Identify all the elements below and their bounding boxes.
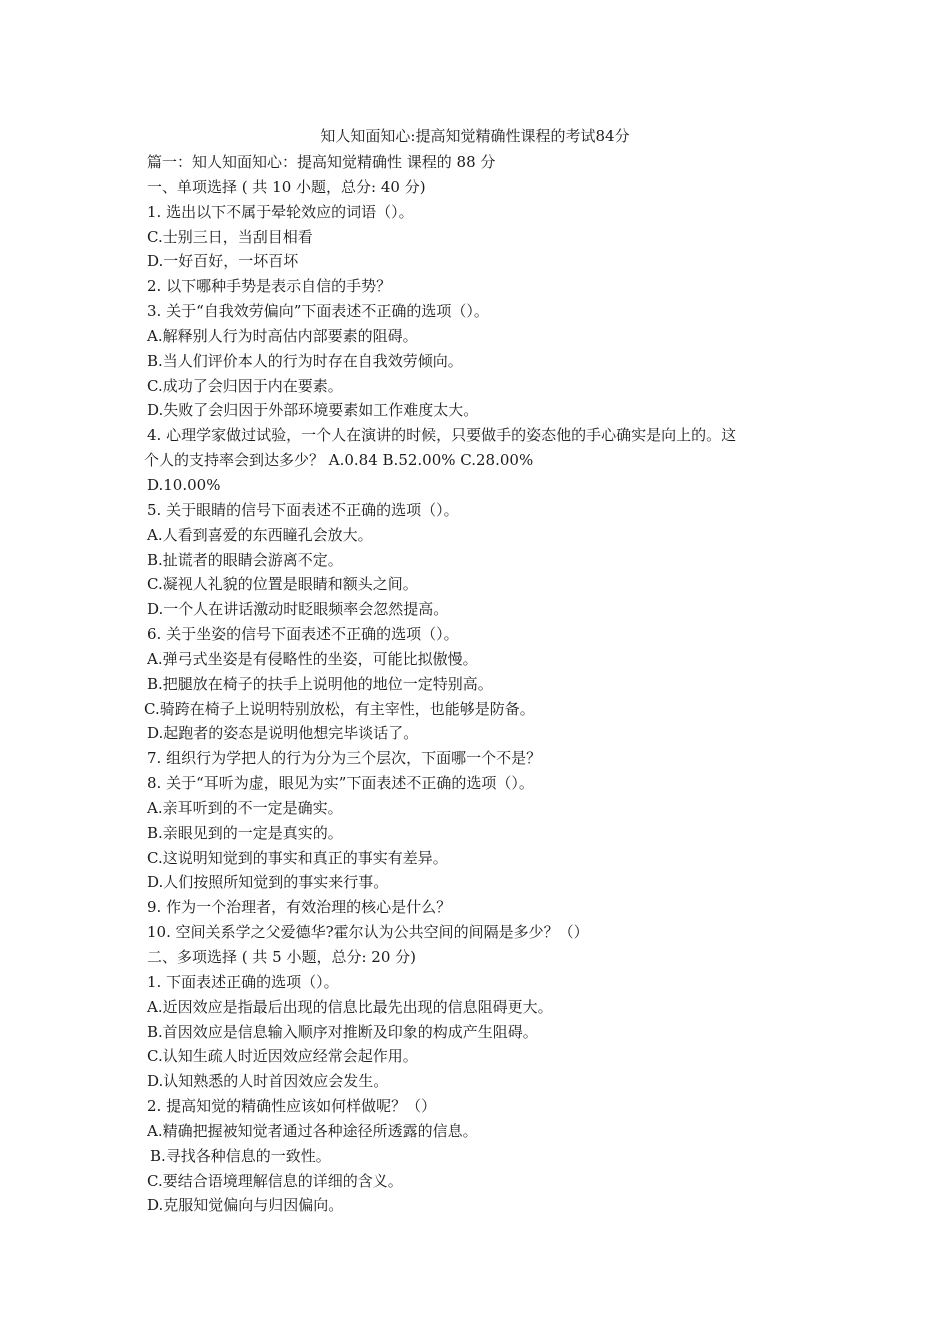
- text-line: 4. 心理学家做过试验，一个人在演讲的时候，只要做手的姿态他的手心确实是向上的。这: [147, 426, 737, 445]
- text-line: 2. 提高知觉的精确性应该如何样做呢？（）: [147, 1097, 437, 1116]
- text-line: 9. 作为一个治理者，有效治理的核心是什么？: [147, 898, 452, 917]
- text-line: C.骑跨在椅子上说明特别放松，有主宰性，也能够是防备。: [144, 699, 535, 718]
- text-line: D.10.00%: [147, 475, 221, 494]
- text-line: C.这说明知觉到的事实和真正的事实有差异。: [147, 848, 448, 867]
- text-line: B.扯谎者的眼睛会游离不定。: [147, 550, 343, 569]
- text-line: B.把腿放在椅子的扶手上说明他的地位一定特别高。: [147, 674, 493, 693]
- text-line: A.亲耳听到的不一定是确实。: [147, 798, 343, 817]
- text-line: B.首因效应是信息输入顺序对推断及印象的构成产生阻碍。: [147, 1022, 538, 1041]
- text-line: 2. 以下哪种手势是表示自信的手势？: [147, 277, 392, 296]
- text-line: C.士别三日，当刮目相看: [147, 227, 313, 246]
- text-line: A.精确把握被知觉者通过各种途径所透露的信息。: [147, 1121, 478, 1140]
- text-line: C.凝视人礼貌的位置是眼睛和额头之间。: [147, 575, 418, 594]
- text-line: 1. 下面表述正确的选项（）。: [147, 972, 339, 991]
- text-line: 3. 关于“自我效劳偏向”下面表述不正确的选项（）。: [147, 302, 489, 321]
- text-line: 1. 选出以下不属于晕轮效应的词语（）。: [147, 202, 414, 221]
- text-line: C.要结合语境理解信息的详细的含义。: [147, 1171, 403, 1190]
- text-line: D.克服知觉偏向与归因偏向。: [147, 1196, 344, 1215]
- text-line: D.一个人在讲话激动时眨眼频率会忽然提高。: [147, 600, 449, 619]
- text-line: D.一好百好，一坏百坏: [147, 252, 299, 271]
- text-line: B.当人们评价本人的行为时存在自我效劳倾向。: [147, 351, 463, 370]
- text-line: 6. 关于坐姿的信号下面表述不正确的选项（）。: [147, 625, 459, 644]
- text-line: C.成功了会归因于内在要素。: [147, 376, 343, 395]
- text-line: 一、单项选择 ( 共 10 小题，总分: 40 分): [147, 177, 426, 196]
- text-line: D.失败了会归因于外部环境要素如工作难度太大。: [147, 401, 479, 420]
- text-line: 二、多项选择 ( 共 5 小题，总分: 20 分): [147, 948, 416, 966]
- document-body: [144, 150, 827, 1218]
- document-title: 知人知面知心:提高知觉精确性课程的考试84分: [320, 127, 630, 145]
- text-line: 篇一：知人知面知心：提高知觉精确性 课程的 88 分: [147, 153, 496, 171]
- text-line: A.近因效应是指最后出现的信息比最先出现的信息阻碍更大。: [147, 997, 553, 1016]
- text-line: A.人看到喜爱的东西瞳孔会放大。: [147, 525, 373, 544]
- text-line: A.解释别人行为时高估内部要素的阻碍。: [147, 326, 418, 345]
- text-line: A.弹弓式坐姿是有侵略性的坐姿，可能比拟傲慢。: [147, 649, 478, 668]
- text-line: 8. 关于“耳听为虚，眼见为实”下面表述不正确的选项（）。: [147, 774, 534, 793]
- text-line: D.起跑者的姿态是说明他想完毕谈话了。: [147, 724, 419, 743]
- text-line: 个人的支持率会到达多少？ A.0.84 B.52.00% C.28.00%: [144, 451, 534, 470]
- text-line: 10. 空间关系学之父爱德华?霍尔认为公共空间的间隔是多少？（）: [147, 923, 589, 942]
- text-line: D.人们按照所知觉到的事实来行事。: [147, 873, 389, 892]
- text-line: D.认知熟悉的人时首因效应会发生。: [147, 1072, 389, 1091]
- text-line: C.认知生疏人时近因效应经常会起作用。: [147, 1047, 418, 1066]
- text-line: B.寻找各种信息的一致性。: [150, 1146, 331, 1165]
- text-line: 5. 关于眼睛的信号下面表述不正确的选项（）。: [147, 500, 459, 519]
- text-line: B.亲眼见到的一定是真实的。: [147, 823, 343, 842]
- text-line: 7. 组织行为学把人的行为分为三个层次，下面哪一个不是？: [147, 749, 542, 768]
